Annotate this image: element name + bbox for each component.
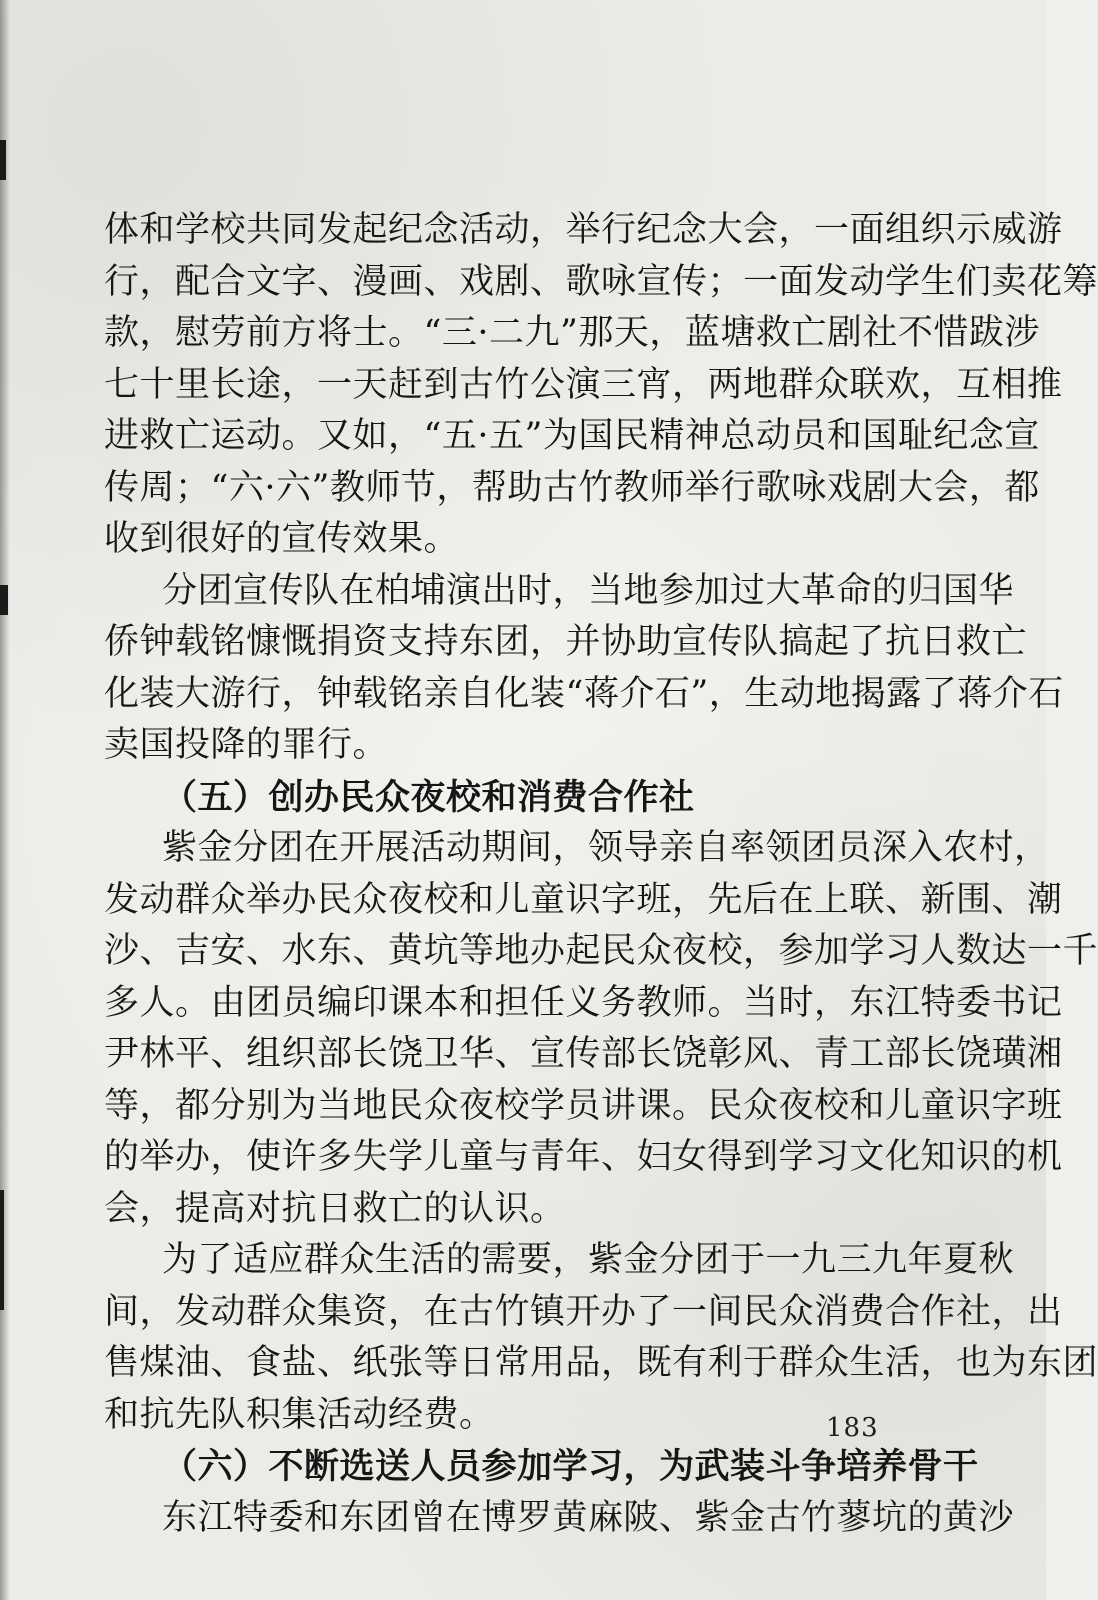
body-text [104, 205, 1098, 1544]
scan-edge-mark [0, 1190, 4, 1310]
text-line: 等，都分别为当地民众夜校学员讲课。民众夜校和儿童识字班 [104, 1085, 1063, 1126]
text-line: 收到很好的宣传效果。 [104, 519, 460, 559]
page-edge-shadow [0, 0, 10, 1600]
scan-edge-mark [0, 140, 6, 180]
text-line: 间，发动群众集资，在古竹镇开办了一间民众消费合作社，出 [104, 1291, 1063, 1332]
text-line: 款，慰劳前方将士。“三·二九”那天，蓝塘救亡剧社不惜跋涉 [104, 313, 1040, 353]
text-line: 七十里长途，一天赶到古竹公演三宵，两地群众联欢，互相推 [104, 364, 1063, 405]
text-line: 卖国投降的罪行。 [104, 725, 389, 765]
text-line: 体和学校共同发起纪念活动，举行纪念大会，一面组织示威游 [104, 210, 1063, 250]
text-line: 行，配合文字、漫画、戏剧、歌咏宣传；一面发动学生们卖花筹 [104, 261, 1098, 302]
text-line: 沙、吉安、水东、黄坑等地办起民众夜校，参加学习人数达一千 [104, 931, 1098, 971]
text-line: 发动群众举办民众夜校和儿童识字班，先后在上联、新围、潮 [104, 879, 1063, 920]
text-line: 售煤油、食盐、纸张等日常用品，既有利于群众生活，也为东团 [104, 1343, 1098, 1383]
text-line: 尹林平、组织部长饶卫华、宣传部长饶彰风、青工部长饶璜湘 [104, 1034, 1063, 1074]
text-line: 侨钟载铭慷慨捐资支持东团，并协助宣传队搞起了抗日救亡 [104, 622, 1028, 662]
text-line: 的举办，使许多失学儿童与青年、妇女得到学习文化知识的机 [104, 1137, 1063, 1177]
paragraph-start-line: 为了适应群众生活的需要，紫金分团于一九三九年夏秋 [162, 1240, 1015, 1280]
page-number: 183 [826, 1413, 879, 1443]
text-line: 进救亡运动。又如，“五·五”为国民精神总动员和国耻纪念宣 [104, 416, 1040, 456]
paragraph-start-line: 紫金分团在开展活动期间，领导亲自率领团员深入农村， [162, 828, 1050, 868]
paragraph-start-line: 分团宣传队在柏埔演出时，当地参加过大革命的归国华 [162, 570, 1015, 611]
text-line: 多人。由团员编印课本和担任义务教师。当时，东江特委书记 [104, 982, 1063, 1023]
text-line: 化装大游行，钟载铭亲自化装“蒋介石”，生动地揭露了蒋介石 [104, 673, 1064, 714]
section-heading: （五）创办民众夜校和消费合作社 [162, 776, 695, 818]
text-line: 传周；“六·六”教师节，帮助古竹教师举行歌咏戏剧大会，都 [104, 467, 1040, 508]
text-line: 和抗先队积集活动经费。 [104, 1394, 495, 1435]
section-heading: （六）不断选送人员参加学习，为武装斗争培养骨干 [162, 1446, 979, 1487]
text-line: 会，提高对抗日救亡的认识。 [104, 1188, 566, 1229]
scan-edge-mark [0, 585, 8, 615]
paragraph-start-line: 东江特委和东团曾在博罗黄麻陂、紫金古竹蓼坑的黄沙 [162, 1497, 1015, 1538]
